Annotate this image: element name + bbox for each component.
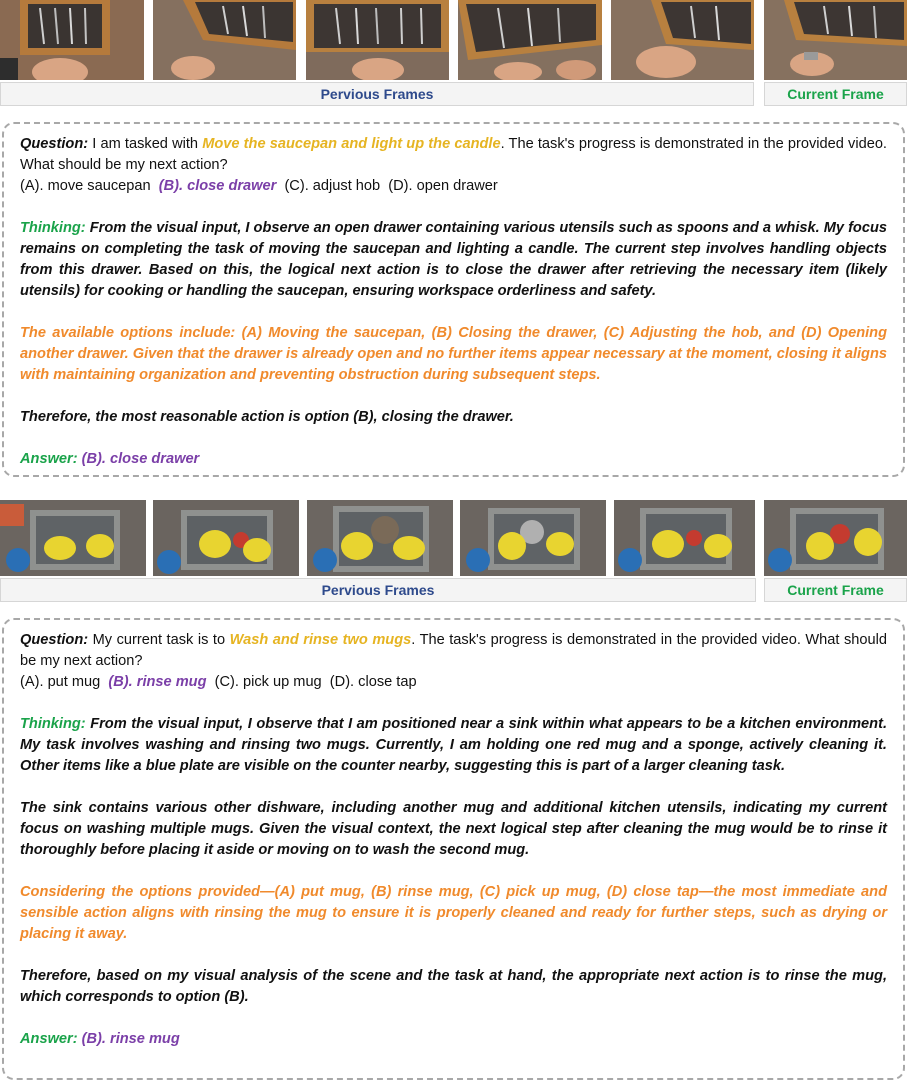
option-c: (C). adjust hob xyxy=(284,178,381,194)
qa-box-2 xyxy=(2,618,905,1080)
option-a: (A). put mug xyxy=(20,674,101,690)
previous-frame-2 xyxy=(153,0,296,80)
task-highlight: Wash and rinse two mugs xyxy=(229,632,412,648)
question xyxy=(20,134,887,176)
previous-frame-2 xyxy=(153,500,299,576)
option-d: (D). open drawer xyxy=(388,178,498,194)
question-label: Question: xyxy=(20,632,89,648)
thinking-text: From the visual input, I observe that I am positioned near a sink within what appears to be a kitchen environment. My task involves washing and rinsing two mugs. Currently, I am holding one red mug and a sponge, actively cleaning it. Other items like a blue plate are visible on the counter nearby, suggesting this is part of a larger cleaning task. xyxy=(20,716,887,774)
option-a: (A). move saucepan xyxy=(20,178,151,194)
previous-frame-5 xyxy=(611,0,754,80)
options-line xyxy=(20,176,887,197)
options-reasoning: The available options include: (A) Moving the saucepan, (B) Closing the drawer, (C) Adjusting the hob, and (D) Opening another drawer. Given that the drawer is already open and no further items appear necessary at the moment, closing it aligns with maintaining organization and preventing obstruction during subsequent steps. xyxy=(20,325,887,383)
option-b-correct: (B). close drawer xyxy=(158,178,277,194)
answer-label: Answer: xyxy=(20,1031,78,1047)
question-label: Question: xyxy=(20,136,89,152)
frames-row-2 xyxy=(0,500,907,576)
previous-frame-4 xyxy=(458,0,602,80)
question xyxy=(20,630,887,672)
current-frame-label: Current Frame xyxy=(764,578,907,602)
question-prefix: My current task is to xyxy=(88,632,230,648)
options-line xyxy=(20,672,887,693)
previous-frame-4 xyxy=(460,500,606,576)
option-b-correct: (B). rinse mug xyxy=(108,674,207,690)
task-highlight: Move the saucepan and light up the candle xyxy=(202,136,501,152)
conclusion: Therefore, based on my visual analysis of the scene and the task at hand, the appropriate next action is to rinse the mug, which corresponds to option (B). xyxy=(20,968,887,1005)
qa-box-1 xyxy=(2,122,905,477)
previous-frame-3 xyxy=(306,0,449,80)
thinking-label: Thinking: xyxy=(20,220,86,236)
answer-value: (B). rinse mug xyxy=(81,1031,180,1047)
current-frame-label: Current Frame xyxy=(764,82,907,106)
thinking-paragraph xyxy=(20,714,887,777)
conclusion: Therefore, the most reasonable action is option (B), closing the drawer. xyxy=(20,409,514,425)
question-prefix: I am tasked with xyxy=(88,136,203,152)
current-frame xyxy=(764,0,907,80)
question-suffix: . The task's progress is demonstrated in the provided video. What should be my next action? xyxy=(20,632,887,669)
thinking-paragraph-2: The sink contains various other dishware, including another mug and additional kitchen utensils, indicating my current focus on washing multiple mugs. Given the visual context, the next logical step after cleaning the mug would be to rinse it thoroughly before placing it aside or moving on to wash the second mug. xyxy=(20,800,887,858)
current-frame xyxy=(764,500,907,576)
option-d: (D). close tap xyxy=(329,674,417,690)
previous-frames-label: Pervious Frames xyxy=(0,578,756,602)
answer xyxy=(20,1029,887,1050)
previous-frame-1 xyxy=(0,0,144,80)
previous-frame-3 xyxy=(307,500,453,576)
thinking-text: From the visual input, I observe an open drawer containing various utensils such as spoons and a whisk. My focus remains on completing the task of moving the saucepan and lighting a candle. The current step involves handling objects from this drawer. Based on this, the logical next action is to close the drawer after retrieving the necessary item (likely utensils) for cooking or handling the saucepan, ensuring workspace orderliness and safety. xyxy=(20,220,887,299)
answer-label: Answer: xyxy=(20,451,78,467)
question-suffix: . The task's progress is demonstrated in the provided video. What should be my next action? xyxy=(20,136,887,173)
thinking-paragraph xyxy=(20,218,887,302)
answer-value: (B). close drawer xyxy=(81,451,200,467)
frames-row-1 xyxy=(0,0,907,80)
previous-frames-label: Pervious Frames xyxy=(0,82,754,106)
thinking-label: Thinking: xyxy=(20,716,86,732)
options-reasoning: Considering the options provided—(A) put mug, (B) rinse mug, (C) pick up mug, (D) close tap—the most immediate and sensible action aligns with rinsing the mug to ensure it is properly cleaned and ready for further steps, such as drying or placing it away. xyxy=(20,884,887,942)
option-c: (C). pick up mug xyxy=(214,674,322,690)
previous-frame-1 xyxy=(0,500,146,576)
previous-frame-5 xyxy=(614,500,755,576)
answer xyxy=(20,449,887,470)
